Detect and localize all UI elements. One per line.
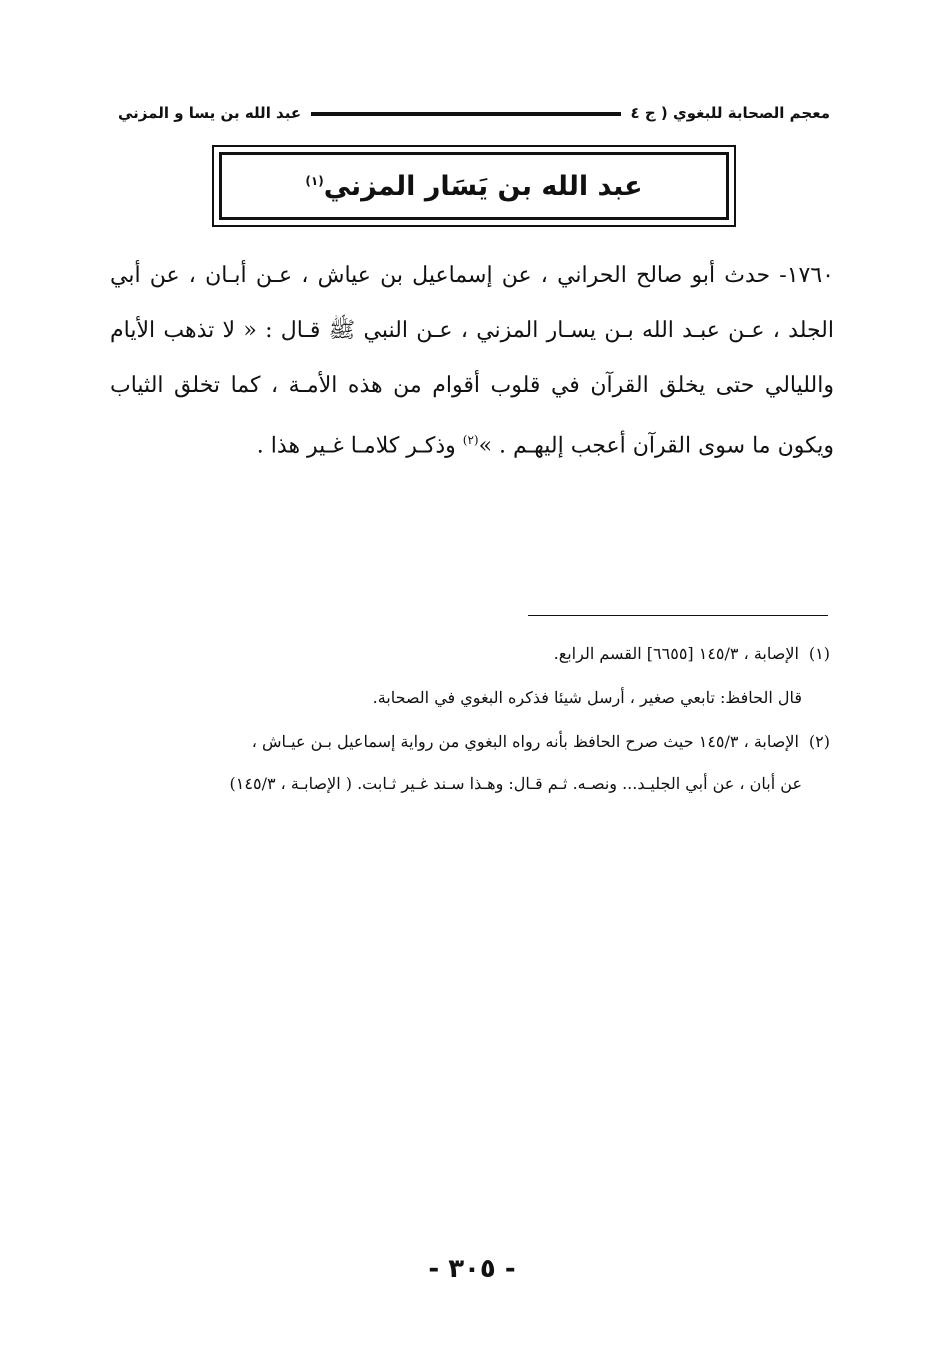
hadith-text-end: وذكـر كلامـا غـير هذا .: [256, 433, 463, 459]
body-footnote-ref: (٢): [462, 433, 479, 447]
chapter-title: [305, 171, 642, 202]
footnote-1-mark: (١): [808, 644, 830, 663]
footnote-separator: [528, 615, 828, 616]
footnote-1-continuation: قال الحافظ: تابعي صغير ، أرسل شيئا فذكره البغوي في الصحابة.: [372, 688, 802, 707]
running-header: [118, 100, 830, 126]
chapter-title-text: عبد الله بن يَسَار المزني: [323, 170, 643, 202]
footnote-2-text: الإصابة ، ١٤٥/٣ حيث صرح الحافظ بأنه رواه البغوي من رواية إسماعيل بـن عيـاش ،: [251, 732, 799, 751]
page-number: - ٣٠٥ -: [428, 1254, 516, 1284]
chapter-title-frame: [212, 145, 736, 227]
footnote-2: [110, 720, 830, 764]
footnote-1-text: الإصابة ، ١٤٥/٣ [٦٦٥٥] القسم الرابع.: [553, 644, 799, 663]
hadith-text: ١٧٦٠- حدث أبو صالح الحراني ، عن إسماعيل بن عياش ، عـن أبـان ، عن أبي الجلد ، عـن عبـد الله بـن يسـار المزني ، عـن النبي ﷺ قـال : « لا تذهب الأيام والليالي حتى يخلق القرآن في قلوب أقوام من هذه الأمـة ، كما تخلق الثياب ويكون ما سوى القرآن أعجب إليهـم . »: [110, 263, 834, 459]
footnotes: [110, 632, 830, 804]
footnote-2-continuation: عن أبان ، عن أبي الجليـد... ونصـه. ثـم قـال: وهـذا سـند غـير ثـابت. ( الإصابـة ، ١٤٥/٣): [229, 774, 802, 793]
chapter-title-inner-frame: [219, 152, 729, 220]
title-footnote-ref: (١): [305, 173, 324, 188]
main-text: [110, 248, 834, 473]
hadith-paragraph: [110, 248, 834, 473]
header-rule: [311, 112, 620, 116]
header-entry-title: عبد الله بن يسا و المزني: [118, 104, 302, 122]
header-book-title: معجم الصحابة للبغوي ( ج ٤: [630, 104, 830, 122]
footnote-1: [110, 632, 830, 676]
footnote-2-mark: (٢): [808, 732, 830, 751]
